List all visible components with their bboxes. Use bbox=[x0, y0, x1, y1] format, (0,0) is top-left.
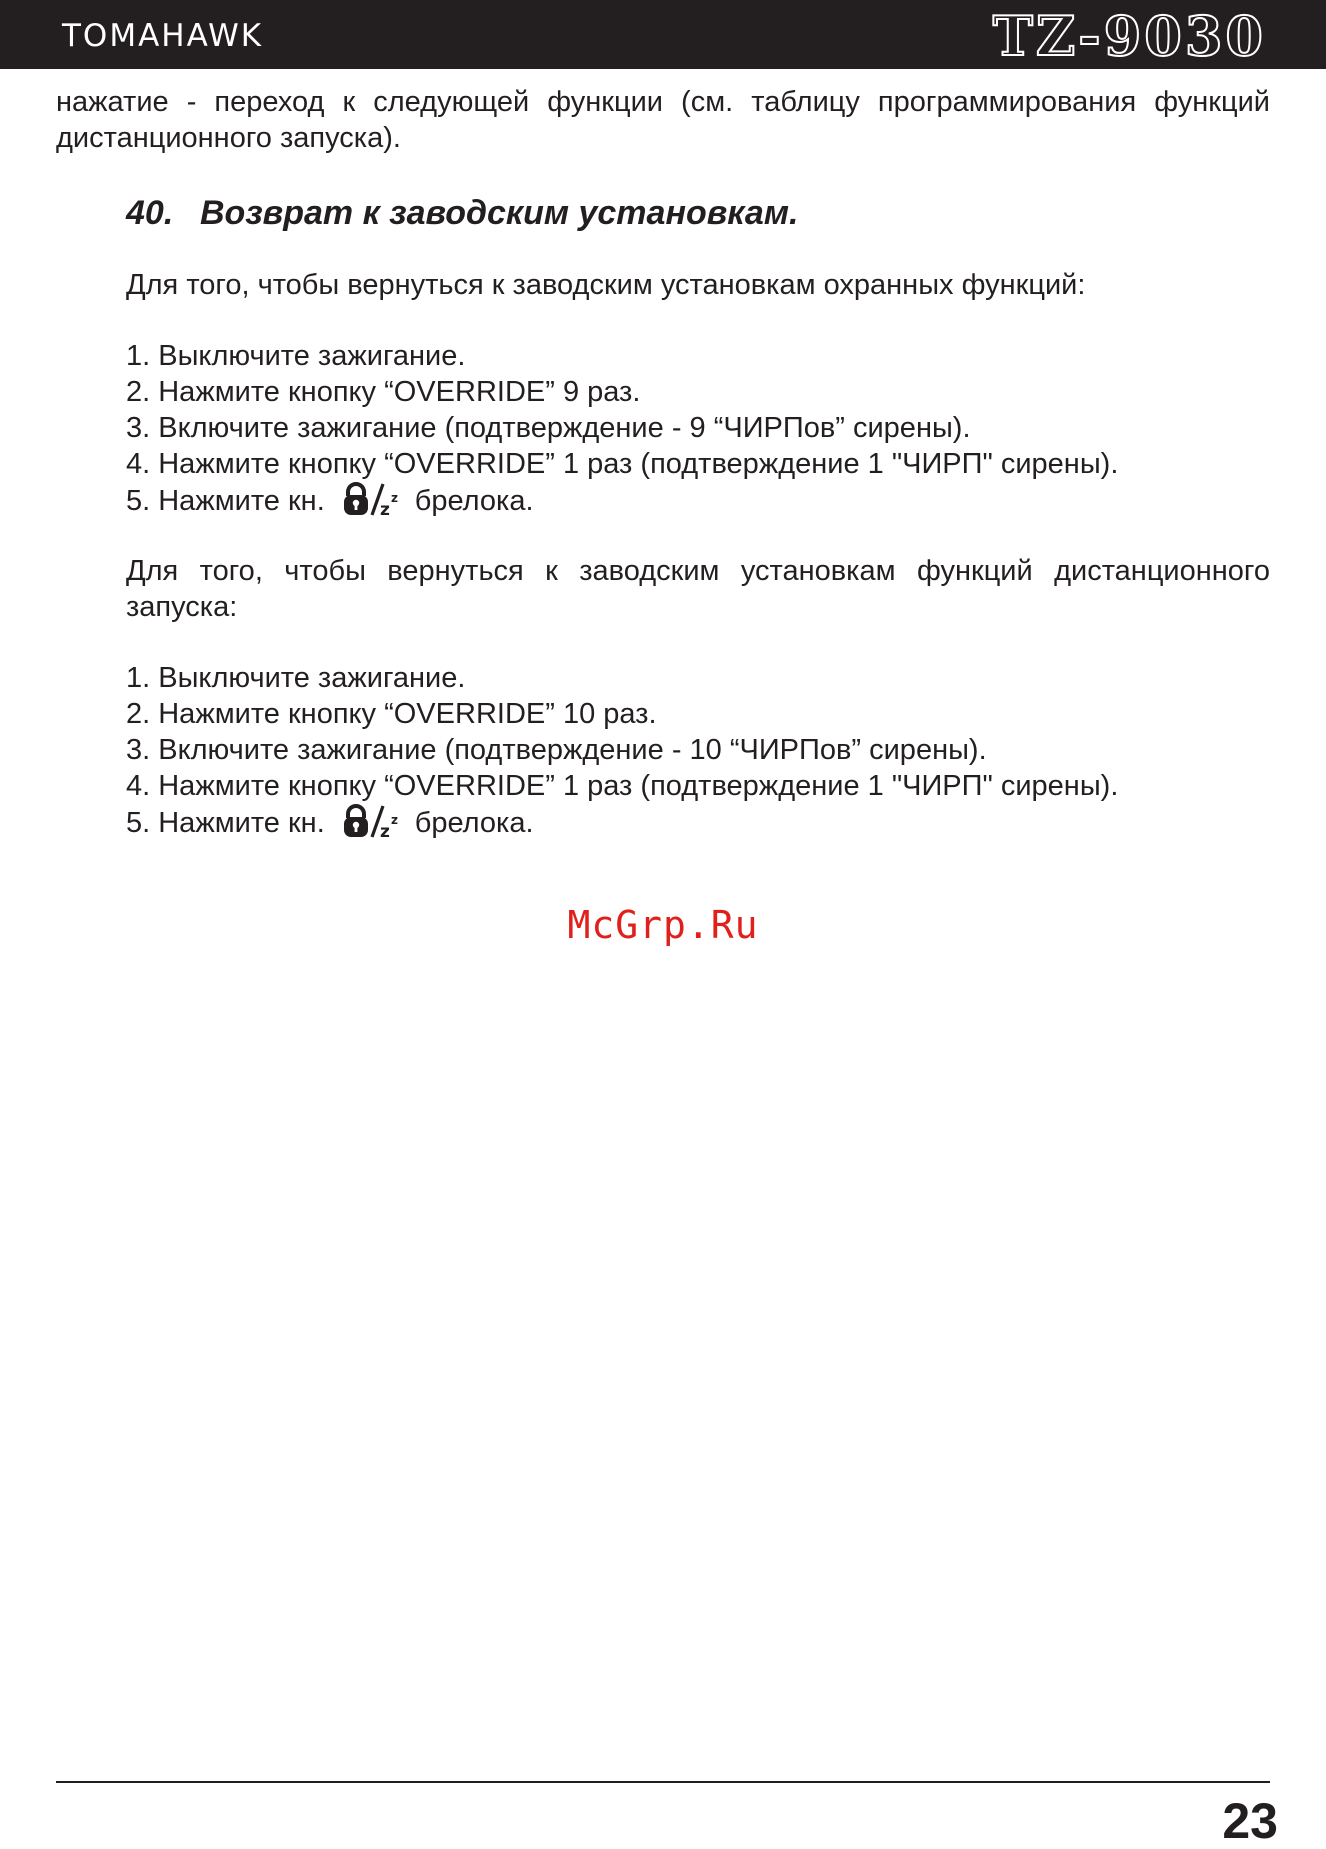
remote-reset-lead-1: Для того, чтобы вернуться к заводским установкам функций дистанционного bbox=[126, 555, 1270, 587]
section-title-text: Возврат к заводским установкам. bbox=[200, 194, 799, 232]
security-step-1: 1. Выключите зажигание. bbox=[126, 340, 466, 372]
watermark: McGrp.Ru bbox=[567, 903, 759, 947]
security-step-2: 2. Нажмите кнопку “OVERRIDE” 9 раз. bbox=[126, 376, 641, 408]
svg-text:z: z bbox=[379, 500, 390, 516]
security-step-5 bbox=[126, 482, 534, 525]
security-step-4: 4. Нажмите кнопку “OVERRIDE” 1 раз (подтверждение 1 "ЧИРП" сирены). bbox=[126, 448, 1119, 480]
brand-name: TOMAHAWK bbox=[62, 18, 264, 54]
section-title bbox=[126, 191, 798, 235]
remote-step-4: 4. Нажмите кнопку “OVERRIDE” 1 раз (подтверждение 1 "ЧИРП" сирены). bbox=[126, 770, 1119, 802]
footer-divider bbox=[56, 1781, 1270, 1783]
security-step-5-text: 5. Нажмите кн. bbox=[126, 485, 325, 517]
remote-step-5-suffix: брелока. bbox=[414, 807, 534, 839]
remote-step-5-text: 5. Нажмите кн. bbox=[126, 807, 325, 839]
svg-text:z: z bbox=[390, 491, 398, 505]
page-header bbox=[0, 0, 1326, 69]
remote-step-3: 3. Включите зажигание (подтверждение - 10 “ЧИРПов” сирены). bbox=[126, 734, 987, 766]
security-reset-lead: Для того, чтобы вернуться к заводским установкам охранных функций: bbox=[126, 269, 1086, 301]
intro-line-2: дистанционного запуска). bbox=[56, 122, 401, 154]
intro-line-1: нажатие - переход к следующей функции (см. таблицу программирования функций bbox=[56, 86, 1270, 118]
section-number: 40. bbox=[126, 194, 174, 232]
remote-step-1: 1. Выключите зажигание. bbox=[126, 662, 466, 694]
remote-step-5 bbox=[126, 804, 534, 847]
lock-sleep-icon bbox=[339, 482, 403, 525]
model-name: TZ-9030 bbox=[992, 4, 1266, 68]
remote-step-2: 2. Нажмите кнопку “OVERRIDE” 10 раз. bbox=[126, 698, 657, 730]
remote-reset-lead-2: запуска: bbox=[126, 591, 238, 623]
lock-sleep-icon bbox=[339, 804, 403, 847]
security-step-5-suffix: брелока. bbox=[414, 485, 534, 517]
page-number: 23 bbox=[1222, 1793, 1278, 1849]
security-step-3: 3. Включите зажигание (подтверждение - 9 “ЧИРПов” сирены). bbox=[126, 412, 971, 444]
svg-text:z: z bbox=[379, 822, 390, 838]
svg-text:z: z bbox=[390, 813, 398, 827]
